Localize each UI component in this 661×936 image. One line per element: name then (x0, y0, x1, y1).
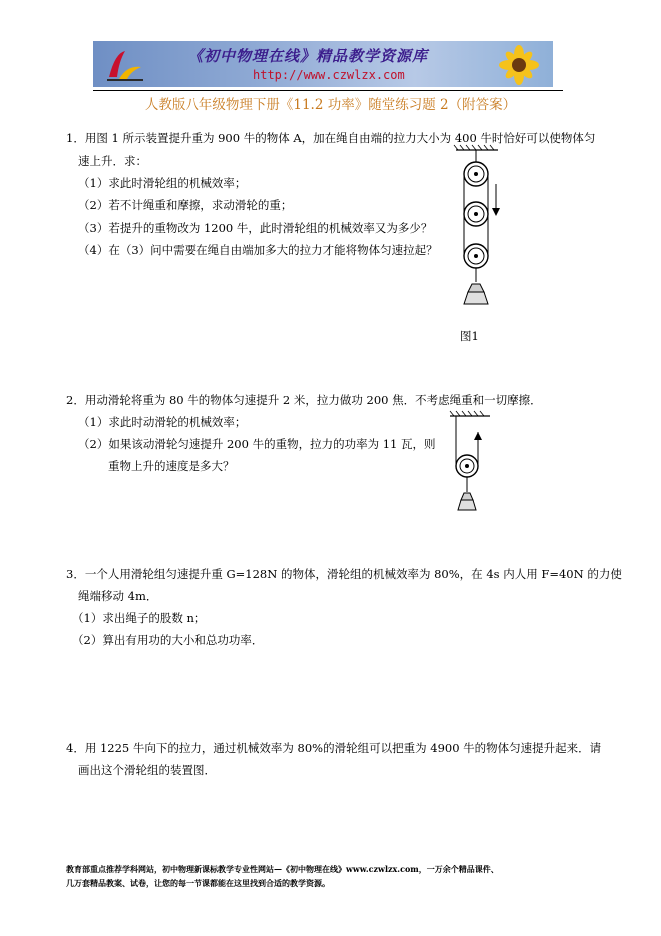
q4-line1: 4．用 1225 牛向下的拉力，通过机械效率为 80%的滑轮组可以把重为 4900 牛的物体匀速提升起来．请 (66, 741, 602, 755)
site-logo (105, 47, 145, 83)
q2-line1: 2．用动滑轮将重为 80 牛的物体匀速提升 2 米，拉力做功 200 焦．不考虑绳重和一切摩擦． (66, 393, 542, 407)
header-rule (93, 90, 563, 91)
banner-url[interactable]: http://www.czwlzx.com (253, 68, 405, 82)
figure-1-pulley-system (446, 144, 506, 314)
q2-item-1: （1）求此时动滑轮的机械效率； (78, 415, 247, 429)
q1-line1: 1．用图 1 所示装置提升重为 900 牛的物体 A，加在绳自由端的拉力大小为 400 牛时恰好可以使物体匀 (66, 131, 596, 145)
q3-line1: 3．一个人用滑轮组匀速提升重 G=128N 的物体，滑轮组的机械效率为 80%，在 4s 内人用 F=40N 的力使 (66, 567, 622, 581)
footer-line-2: 几万套精品教案、试卷，让您的每一节课都能在这里找到合适的教学资源。 (66, 878, 330, 888)
document-title: 人教版八年级物理下册《11.2 功率》随堂练习题 2（附答案） (144, 97, 517, 113)
q1-item-4: （4）在（3）问中需要在绳自由端加多大的拉力才能将物体匀速拉起？ (78, 243, 438, 257)
sunflower-image (489, 43, 549, 87)
q1-line2: 速上升．求： (78, 154, 147, 168)
q2-item-2: （2）如果该动滑轮匀速提升 200 牛的重物，拉力的功率为 11 瓦，则 (78, 437, 436, 451)
header-banner (93, 41, 553, 87)
footer-note (66, 862, 606, 890)
q1-item-3: （3）若提升的重物改为 1200 牛，此时滑轮组的机械效率又为多少？ (78, 221, 433, 235)
q3-line2: 绳端移动 4m． (78, 589, 158, 603)
q4-line2: 画出这个滑轮组的装置图． (78, 763, 216, 777)
q3-item-1: （1）求出绳子的股数 n； (72, 611, 206, 625)
banner-title: 《初中物理在线》精品教学资源库 (188, 47, 429, 65)
q3-item-2: （2）算出有用功的大小和总功功率． (72, 633, 264, 647)
q1-item-1: （1）求此时滑轮组的机械效率； (78, 176, 247, 190)
figure-2-movable-pulley (446, 410, 496, 520)
figure-1-label: 图1 (460, 329, 479, 343)
footer-line-1: 教育部重点推荐学科网站，初中物理新课标教学专业性网站—《初中物理在线》www.czwlzx.com，一万余个精品课件、 (66, 864, 499, 874)
q1-item-2: （2）若不计绳重和摩擦，求动滑轮的重； (78, 198, 293, 212)
q2-item-2-cont: 重物上升的速度是多大？ (108, 459, 235, 473)
